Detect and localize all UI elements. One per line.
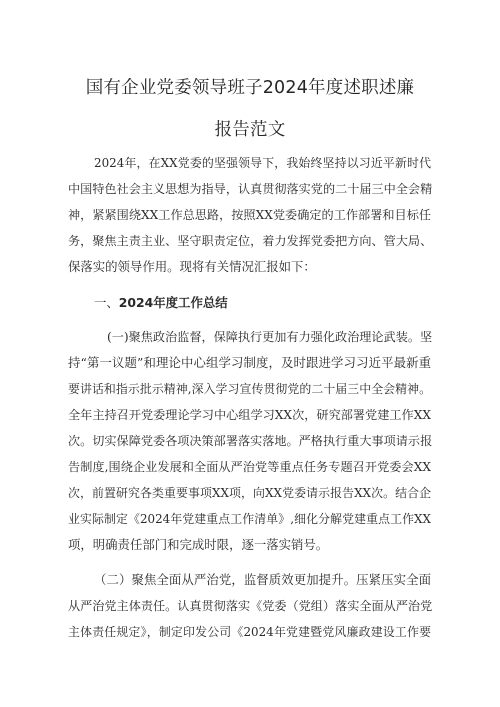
para1-line-8: 业实际制定《2024年党建重点工作清单》,细化分解党建重点工作XX	[68, 512, 431, 526]
para1-line-2: 持“第一议题”和理论中心组学习制度，及时跟进学习习近平最新重	[68, 355, 431, 370]
para1-line-5: 次。切实保障党委各项决策部署落实落地。严格执行重大事项请示报	[68, 434, 433, 448]
document-title-line-1: 国有企业党委领导班子2024年度述职述廉	[85, 78, 415, 98]
para1-line-7: 次，前置研究各类重要事项XX项，向XX党委请示报告XX次。结合企	[68, 486, 431, 500]
para2-line-2: 从严治党主体责任。认真贯彻落实《党委（党组）落实全面从严治党	[68, 599, 433, 613]
intro-line-4: 务，聚焦主责主业、坚守职责定位，着力发挥党委把方向、管大局、	[68, 234, 433, 248]
para2-line-3: 主体责任规定》，制定印发公司《2024年党建暨党风廉政建设工作要	[68, 625, 431, 639]
para1-line-1: (一)聚焦政治监督，保障执行更加有力强化政治理论武装。坚	[107, 330, 433, 344]
para1-line-6: 告制度,围绕企业发展和全面从严治党等重点任务专题召开党委会XX	[68, 460, 431, 474]
para1-line-3: 要讲话和指示批示精神,深入学习宣传贯彻党的二十届三中全会精神。	[68, 382, 431, 396]
para2-line-1: （二）聚焦全面从严治党，监督质效更加提升。压紧压实全面	[94, 572, 431, 587]
intro-line-2: 中国特色社会主义思想为指导，认真贯彻落实党的二十届三中全会精	[68, 182, 433, 196]
intro-line-5: 保落实的领导作用。现将有关情况汇报如下：	[68, 259, 316, 274]
para1-line-4: 全年主持召开党委理论学习中心组学习XX次，研究部署党建工作XX	[68, 408, 431, 422]
para1-line-9: 项，明确责任部门和完成时限，逐一落实销号。	[68, 537, 329, 552]
intro-line-1: 2024年，在XX党委的坚强领导下，我始终坚持以习近平新时代	[94, 156, 431, 170]
document-title-line-2: 报告范文	[214, 120, 286, 140]
section-heading-prefix: 一、	[94, 295, 119, 310]
intro-line-3: 神，紧紧围绕XX工作总思路，按照XX党委确定的工作部署和目标任	[68, 208, 431, 222]
section-heading-title: 2024年度工作总结	[118, 295, 228, 310]
section-heading-1	[94, 295, 228, 311]
